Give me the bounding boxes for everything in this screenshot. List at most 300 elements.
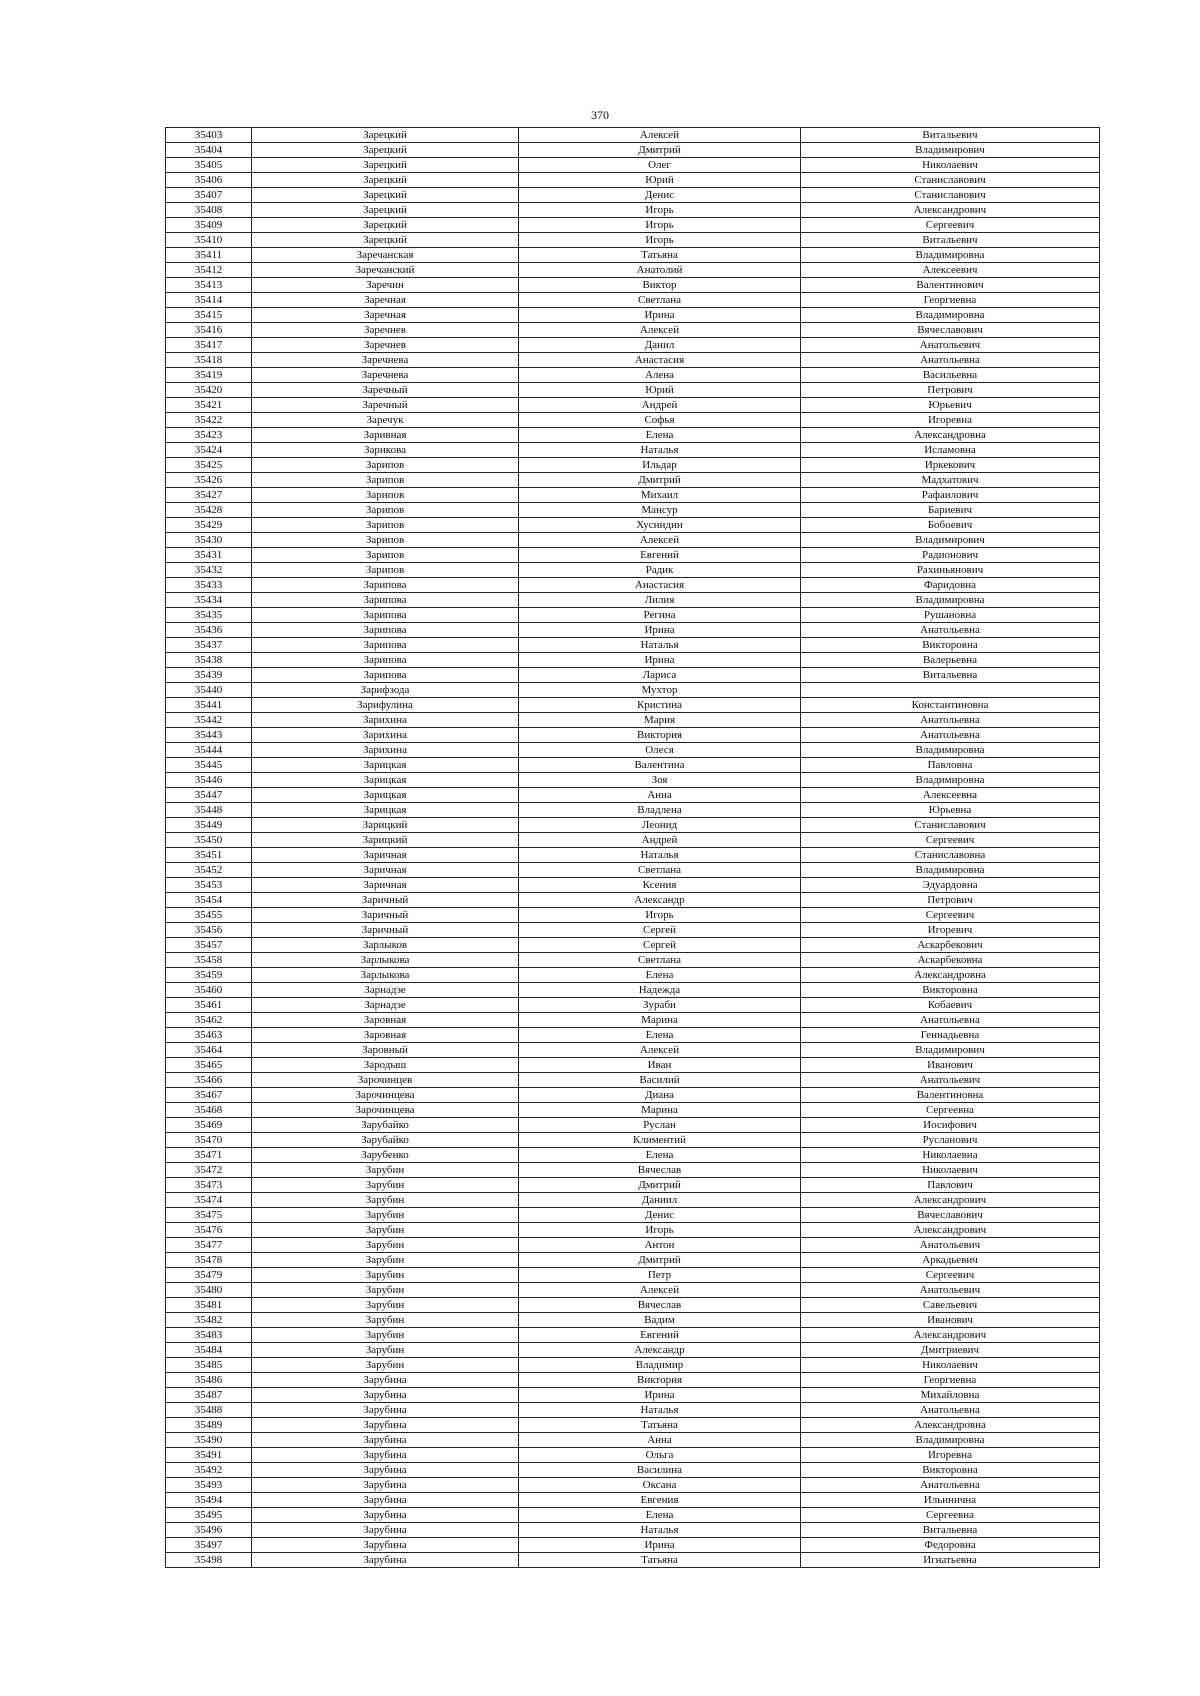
table-row bbox=[166, 728, 1100, 743]
first-name-cell: Елена bbox=[519, 1508, 801, 1523]
record-number-cell: 35443 bbox=[166, 728, 252, 743]
table-row bbox=[166, 683, 1100, 698]
patronymic-cell: Владимировна bbox=[801, 863, 1100, 878]
first-name-cell: Василина bbox=[519, 1463, 801, 1478]
last-name-cell: Зарубина bbox=[252, 1418, 519, 1433]
first-name-cell: Евгения bbox=[519, 1493, 801, 1508]
record-number-cell: 35414 bbox=[166, 293, 252, 308]
last-name-cell: Зарубина bbox=[252, 1508, 519, 1523]
table-row bbox=[166, 1553, 1100, 1568]
last-name-cell: Зарихина bbox=[252, 728, 519, 743]
first-name-cell: Сергей bbox=[519, 923, 801, 938]
last-name-cell: Зарубин bbox=[252, 1358, 519, 1373]
record-number-cell: 35482 bbox=[166, 1313, 252, 1328]
record-number-cell: 35475 bbox=[166, 1208, 252, 1223]
patronymic-cell: Витальевна bbox=[801, 668, 1100, 683]
first-name-cell: Александр bbox=[519, 1343, 801, 1358]
first-name-cell: Виктор bbox=[519, 278, 801, 293]
first-name-cell: Зураби bbox=[519, 998, 801, 1013]
record-number-cell: 35420 bbox=[166, 383, 252, 398]
patronymic-cell: Валентинович bbox=[801, 278, 1100, 293]
record-number-cell: 35462 bbox=[166, 1013, 252, 1028]
record-number-cell: 35413 bbox=[166, 278, 252, 293]
table-row bbox=[166, 653, 1100, 668]
patronymic-cell: Станиславович bbox=[801, 818, 1100, 833]
first-name-cell: Владлена bbox=[519, 803, 801, 818]
last-name-cell: Заричная bbox=[252, 863, 519, 878]
first-name-cell: Владимир bbox=[519, 1358, 801, 1373]
roster-table bbox=[165, 127, 1100, 1568]
first-name-cell: Ксения bbox=[519, 878, 801, 893]
table-row bbox=[166, 1208, 1100, 1223]
patronymic-cell: Витальевич bbox=[801, 128, 1100, 143]
patronymic-cell: Игоревич bbox=[801, 923, 1100, 938]
patronymic-cell: Николаевич bbox=[801, 1358, 1100, 1373]
table-row bbox=[166, 1403, 1100, 1418]
first-name-cell: Ирина bbox=[519, 653, 801, 668]
last-name-cell: Зарубина bbox=[252, 1523, 519, 1538]
first-name-cell: Наталья bbox=[519, 638, 801, 653]
last-name-cell: Зарубина bbox=[252, 1373, 519, 1388]
first-name-cell: Дмитрий bbox=[519, 143, 801, 158]
table-row bbox=[166, 1058, 1100, 1073]
table-row bbox=[166, 1508, 1100, 1523]
table-row bbox=[166, 1043, 1100, 1058]
record-number-cell: 35493 bbox=[166, 1478, 252, 1493]
table-row bbox=[166, 443, 1100, 458]
table-row bbox=[166, 1523, 1100, 1538]
record-number-cell: 35467 bbox=[166, 1088, 252, 1103]
table-row bbox=[166, 698, 1100, 713]
table-row bbox=[166, 233, 1100, 248]
record-number-cell: 35489 bbox=[166, 1418, 252, 1433]
patronymic-cell: Рафаилович bbox=[801, 488, 1100, 503]
table-row bbox=[166, 323, 1100, 338]
last-name-cell: Зарецкий bbox=[252, 143, 519, 158]
patronymic-cell: Игоревна bbox=[801, 413, 1100, 428]
record-number-cell: 35419 bbox=[166, 368, 252, 383]
first-name-cell: Юрий bbox=[519, 173, 801, 188]
patronymic-cell: Федоровна bbox=[801, 1538, 1100, 1553]
last-name-cell: Зарипов bbox=[252, 548, 519, 563]
record-number-cell: 35434 bbox=[166, 593, 252, 608]
patronymic-cell: Анатольевна bbox=[801, 353, 1100, 368]
last-name-cell: Зарипова bbox=[252, 623, 519, 638]
record-number-cell: 35412 bbox=[166, 263, 252, 278]
last-name-cell: Заричный bbox=[252, 923, 519, 938]
last-name-cell: Зарубина bbox=[252, 1463, 519, 1478]
first-name-cell: Юрий bbox=[519, 383, 801, 398]
patronymic-cell: Павлович bbox=[801, 1178, 1100, 1193]
patronymic-cell: Павловна bbox=[801, 758, 1100, 773]
first-name-cell: Алексей bbox=[519, 1283, 801, 1298]
patronymic-cell: Фаридовна bbox=[801, 578, 1100, 593]
first-name-cell: Леонид bbox=[519, 818, 801, 833]
patronymic-cell: Игнатьевна bbox=[801, 1553, 1100, 1568]
last-name-cell: Зарецкий bbox=[252, 233, 519, 248]
table-row bbox=[166, 1013, 1100, 1028]
last-name-cell: Зарицкая bbox=[252, 773, 519, 788]
patronymic-cell: Аркадьевич bbox=[801, 1253, 1100, 1268]
last-name-cell: Зарецкий bbox=[252, 158, 519, 173]
first-name-cell: Ирина bbox=[519, 1388, 801, 1403]
first-name-cell: Михаил bbox=[519, 488, 801, 503]
first-name-cell: Иван bbox=[519, 1058, 801, 1073]
record-number-cell: 35407 bbox=[166, 188, 252, 203]
record-number-cell: 35474 bbox=[166, 1193, 252, 1208]
patronymic-cell: Алексеевна bbox=[801, 788, 1100, 803]
table-row bbox=[166, 473, 1100, 488]
table-row bbox=[166, 773, 1100, 788]
record-number-cell: 35441 bbox=[166, 698, 252, 713]
first-name-cell: Андрей bbox=[519, 833, 801, 848]
first-name-cell: Лилия bbox=[519, 593, 801, 608]
patronymic-cell: Витальевна bbox=[801, 1523, 1100, 1538]
last-name-cell: Зарубина bbox=[252, 1478, 519, 1493]
patronymic-cell: Рахиньянович bbox=[801, 563, 1100, 578]
table-row bbox=[166, 863, 1100, 878]
patronymic-cell: Александрович bbox=[801, 203, 1100, 218]
first-name-cell: Радик bbox=[519, 563, 801, 578]
last-name-cell: Зарецкий bbox=[252, 128, 519, 143]
table-row bbox=[166, 158, 1100, 173]
first-name-cell: Игорь bbox=[519, 233, 801, 248]
last-name-cell: Зарипов bbox=[252, 563, 519, 578]
record-number-cell: 35472 bbox=[166, 1163, 252, 1178]
table-row bbox=[166, 428, 1100, 443]
record-number-cell: 35424 bbox=[166, 443, 252, 458]
first-name-cell: Светлана bbox=[519, 863, 801, 878]
table-row bbox=[166, 1103, 1100, 1118]
last-name-cell: Зарипова bbox=[252, 638, 519, 653]
table-row bbox=[166, 128, 1100, 143]
first-name-cell: Антон bbox=[519, 1238, 801, 1253]
last-name-cell: Зарифзода bbox=[252, 683, 519, 698]
first-name-cell: Сергей bbox=[519, 938, 801, 953]
record-number-cell: 35450 bbox=[166, 833, 252, 848]
table-row bbox=[166, 668, 1100, 683]
table-row bbox=[166, 1073, 1100, 1088]
last-name-cell: Зарикова bbox=[252, 443, 519, 458]
record-number-cell: 35432 bbox=[166, 563, 252, 578]
last-name-cell: Зарипова bbox=[252, 668, 519, 683]
last-name-cell: Зарипов bbox=[252, 488, 519, 503]
first-name-cell: Мария bbox=[519, 713, 801, 728]
first-name-cell: Евгений bbox=[519, 1328, 801, 1343]
first-name-cell: Мухтор bbox=[519, 683, 801, 698]
record-number-cell: 35478 bbox=[166, 1253, 252, 1268]
table-row bbox=[166, 383, 1100, 398]
table-row bbox=[166, 533, 1100, 548]
table-row bbox=[166, 1193, 1100, 1208]
patronymic-cell: Геннадьевна bbox=[801, 1028, 1100, 1043]
first-name-cell: Виктория bbox=[519, 728, 801, 743]
last-name-cell: Заричный bbox=[252, 893, 519, 908]
table-row bbox=[166, 818, 1100, 833]
last-name-cell: Зарубин bbox=[252, 1223, 519, 1238]
table-row bbox=[166, 713, 1100, 728]
table-row bbox=[166, 248, 1100, 263]
first-name-cell: Данил bbox=[519, 338, 801, 353]
patronymic-cell: Васильевна bbox=[801, 368, 1100, 383]
last-name-cell: Зарубина bbox=[252, 1433, 519, 1448]
record-number-cell: 35425 bbox=[166, 458, 252, 473]
table-row bbox=[166, 548, 1100, 563]
table-row bbox=[166, 593, 1100, 608]
record-number-cell: 35428 bbox=[166, 503, 252, 518]
last-name-cell: Зарубин bbox=[252, 1253, 519, 1268]
first-name-cell: Кристина bbox=[519, 698, 801, 713]
patronymic-cell: Николаевич bbox=[801, 1163, 1100, 1178]
patronymic-cell: Сергеевич bbox=[801, 1268, 1100, 1283]
patronymic-cell: Иосифович bbox=[801, 1118, 1100, 1133]
record-number-cell: 35418 bbox=[166, 353, 252, 368]
record-number-cell: 35405 bbox=[166, 158, 252, 173]
patronymic-cell: Анатольевна bbox=[801, 713, 1100, 728]
table-row bbox=[166, 623, 1100, 638]
record-number-cell: 35442 bbox=[166, 713, 252, 728]
last-name-cell: Зарицкий bbox=[252, 833, 519, 848]
patronymic-cell: Иванович bbox=[801, 1313, 1100, 1328]
record-number-cell: 35406 bbox=[166, 173, 252, 188]
first-name-cell: Ильдар bbox=[519, 458, 801, 473]
patronymic-cell: Анатольевна bbox=[801, 728, 1100, 743]
last-name-cell: Зарубин bbox=[252, 1328, 519, 1343]
first-name-cell: Андрей bbox=[519, 398, 801, 413]
last-name-cell: Зарубина bbox=[252, 1388, 519, 1403]
record-number-cell: 35476 bbox=[166, 1223, 252, 1238]
first-name-cell: Татьяна bbox=[519, 1553, 801, 1568]
last-name-cell: Заричная bbox=[252, 878, 519, 893]
table-row bbox=[166, 368, 1100, 383]
record-number-cell: 35496 bbox=[166, 1523, 252, 1538]
record-number-cell: 35416 bbox=[166, 323, 252, 338]
table-row bbox=[166, 938, 1100, 953]
record-number-cell: 35440 bbox=[166, 683, 252, 698]
last-name-cell: Зарубин bbox=[252, 1268, 519, 1283]
first-name-cell: Вячеслав bbox=[519, 1298, 801, 1313]
patronymic-cell: Эдуардовна bbox=[801, 878, 1100, 893]
record-number-cell: 35473 bbox=[166, 1178, 252, 1193]
first-name-cell: Алексей bbox=[519, 323, 801, 338]
patronymic-cell: Владимировна bbox=[801, 743, 1100, 758]
patronymic-cell: Александрович bbox=[801, 1223, 1100, 1238]
first-name-cell: Климентий bbox=[519, 1133, 801, 1148]
first-name-cell: Вячеслав bbox=[519, 1163, 801, 1178]
patronymic-cell: Николаевна bbox=[801, 1148, 1100, 1163]
record-number-cell: 35465 bbox=[166, 1058, 252, 1073]
first-name-cell: Вадим bbox=[519, 1313, 801, 1328]
first-name-cell: Анастасия bbox=[519, 353, 801, 368]
patronymic-cell: Иркекович bbox=[801, 458, 1100, 473]
table-row bbox=[166, 1163, 1100, 1178]
table-row bbox=[166, 488, 1100, 503]
record-number-cell: 35417 bbox=[166, 338, 252, 353]
table-row bbox=[166, 1133, 1100, 1148]
first-name-cell: Анна bbox=[519, 1433, 801, 1448]
record-number-cell: 35454 bbox=[166, 893, 252, 908]
table-row bbox=[166, 188, 1100, 203]
table-row bbox=[166, 563, 1100, 578]
last-name-cell: Зарубин bbox=[252, 1313, 519, 1328]
patronymic-cell: Анатольевна bbox=[801, 623, 1100, 638]
last-name-cell: Зарубин bbox=[252, 1343, 519, 1358]
patronymic-cell: Владимировна bbox=[801, 248, 1100, 263]
first-name-cell: Алексей bbox=[519, 1043, 801, 1058]
first-name-cell: Оксана bbox=[519, 1478, 801, 1493]
first-name-cell: Ирина bbox=[519, 623, 801, 638]
patronymic-cell: Станиславович bbox=[801, 188, 1100, 203]
table-row bbox=[166, 1328, 1100, 1343]
patronymic-cell: Исламовна bbox=[801, 443, 1100, 458]
patronymic-cell: Русланович bbox=[801, 1133, 1100, 1148]
table-row bbox=[166, 953, 1100, 968]
last-name-cell: Зарецкий bbox=[252, 218, 519, 233]
record-number-cell: 35479 bbox=[166, 1268, 252, 1283]
patronymic-cell: Юрьевич bbox=[801, 398, 1100, 413]
last-name-cell: Зарипов bbox=[252, 533, 519, 548]
table-row bbox=[166, 1268, 1100, 1283]
patronymic-cell: Вячеславович bbox=[801, 1208, 1100, 1223]
table-row bbox=[166, 1373, 1100, 1388]
record-number-cell: 35471 bbox=[166, 1148, 252, 1163]
table-row bbox=[166, 908, 1100, 923]
last-name-cell: Зарубина bbox=[252, 1403, 519, 1418]
table-row bbox=[166, 1253, 1100, 1268]
patronymic-cell: Анатольевич bbox=[801, 1238, 1100, 1253]
record-number-cell: 35439 bbox=[166, 668, 252, 683]
first-name-cell: Валентина bbox=[519, 758, 801, 773]
patronymic-cell: Анатольевич bbox=[801, 338, 1100, 353]
table-row bbox=[166, 518, 1100, 533]
record-number-cell: 35426 bbox=[166, 473, 252, 488]
record-number-cell: 35486 bbox=[166, 1373, 252, 1388]
patronymic-cell: Анатольевна bbox=[801, 1403, 1100, 1418]
last-name-cell: Заровный bbox=[252, 1043, 519, 1058]
first-name-cell: Анастасия bbox=[519, 578, 801, 593]
last-name-cell: Зарнадзе bbox=[252, 983, 519, 998]
table-row bbox=[166, 278, 1100, 293]
last-name-cell: Зарипова bbox=[252, 608, 519, 623]
last-name-cell: Зарнадзе bbox=[252, 998, 519, 1013]
patronymic-cell: Анатольевич bbox=[801, 1283, 1100, 1298]
record-number-cell: 35447 bbox=[166, 788, 252, 803]
table-row bbox=[166, 1478, 1100, 1493]
last-name-cell: Зарочинцев bbox=[252, 1073, 519, 1088]
last-name-cell: Зарипов bbox=[252, 458, 519, 473]
table-row bbox=[166, 833, 1100, 848]
last-name-cell: Заречнев bbox=[252, 338, 519, 353]
first-name-cell: Денис bbox=[519, 1208, 801, 1223]
first-name-cell: Светлана bbox=[519, 293, 801, 308]
first-name-cell: Олеся bbox=[519, 743, 801, 758]
table-row bbox=[166, 983, 1100, 998]
patronymic-cell: Станиславович bbox=[801, 173, 1100, 188]
first-name-cell: Евгений bbox=[519, 548, 801, 563]
first-name-cell: Дмитрий bbox=[519, 1253, 801, 1268]
first-name-cell: Наталья bbox=[519, 848, 801, 863]
patronymic-cell: Валерьевна bbox=[801, 653, 1100, 668]
patronymic-cell: Мадхатович bbox=[801, 473, 1100, 488]
record-number-cell: 35464 bbox=[166, 1043, 252, 1058]
first-name-cell: Денис bbox=[519, 188, 801, 203]
table-row bbox=[166, 998, 1100, 1013]
record-number-cell: 35477 bbox=[166, 1238, 252, 1253]
table-row bbox=[166, 1448, 1100, 1463]
last-name-cell: Заровная bbox=[252, 1028, 519, 1043]
first-name-cell: Лариса bbox=[519, 668, 801, 683]
record-number-cell: 35438 bbox=[166, 653, 252, 668]
last-name-cell: Заричная bbox=[252, 848, 519, 863]
last-name-cell: Зарипов bbox=[252, 503, 519, 518]
last-name-cell: Заречнева bbox=[252, 368, 519, 383]
patronymic-cell: Кобаевич bbox=[801, 998, 1100, 1013]
first-name-cell: Анна bbox=[519, 788, 801, 803]
record-number-cell: 35436 bbox=[166, 623, 252, 638]
first-name-cell: Хуснидин bbox=[519, 518, 801, 533]
last-name-cell: Зарицкий bbox=[252, 818, 519, 833]
record-number-cell: 35461 bbox=[166, 998, 252, 1013]
last-name-cell: Зарипова bbox=[252, 653, 519, 668]
table-row bbox=[166, 1298, 1100, 1313]
record-number-cell: 35430 bbox=[166, 533, 252, 548]
record-number-cell: 35498 bbox=[166, 1553, 252, 1568]
first-name-cell: Елена bbox=[519, 1028, 801, 1043]
first-name-cell: Даниил bbox=[519, 1193, 801, 1208]
table-row bbox=[166, 458, 1100, 473]
record-number-cell: 35457 bbox=[166, 938, 252, 953]
last-name-cell: Зарубин bbox=[252, 1238, 519, 1253]
record-number-cell: 35490 bbox=[166, 1433, 252, 1448]
last-name-cell: Зарецкий bbox=[252, 188, 519, 203]
patronymic-cell: Александровна bbox=[801, 968, 1100, 983]
table-row bbox=[166, 398, 1100, 413]
first-name-cell: Ирина bbox=[519, 308, 801, 323]
first-name-cell: Наталья bbox=[519, 443, 801, 458]
last-name-cell: Заречанская bbox=[252, 248, 519, 263]
record-number-cell: 35468 bbox=[166, 1103, 252, 1118]
record-number-cell: 35411 bbox=[166, 248, 252, 263]
last-name-cell: Заречук bbox=[252, 413, 519, 428]
first-name-cell: Светлана bbox=[519, 953, 801, 968]
record-number-cell: 35452 bbox=[166, 863, 252, 878]
first-name-cell: Софья bbox=[519, 413, 801, 428]
record-number-cell: 35427 bbox=[166, 488, 252, 503]
last-name-cell: Зарлыкова bbox=[252, 953, 519, 968]
last-name-cell: Зарипов bbox=[252, 518, 519, 533]
first-name-cell: Дмитрий bbox=[519, 1178, 801, 1193]
record-number-cell: 35491 bbox=[166, 1448, 252, 1463]
last-name-cell: Зарочинцева bbox=[252, 1088, 519, 1103]
table-row bbox=[166, 1118, 1100, 1133]
table-row bbox=[166, 173, 1100, 188]
last-name-cell: Зарифулина bbox=[252, 698, 519, 713]
record-number-cell: 35451 bbox=[166, 848, 252, 863]
table-row bbox=[166, 1418, 1100, 1433]
record-number-cell: 35455 bbox=[166, 908, 252, 923]
record-number-cell: 35404 bbox=[166, 143, 252, 158]
table-row bbox=[166, 638, 1100, 653]
patronymic-cell: Владимирович bbox=[801, 143, 1100, 158]
last-name-cell: Зародыш bbox=[252, 1058, 519, 1073]
record-number-cell: 35497 bbox=[166, 1538, 252, 1553]
record-number-cell: 35487 bbox=[166, 1388, 252, 1403]
table-row bbox=[166, 413, 1100, 428]
record-number-cell: 35494 bbox=[166, 1493, 252, 1508]
last-name-cell: Зарубенко bbox=[252, 1148, 519, 1163]
table-row bbox=[166, 503, 1100, 518]
first-name-cell: Ольга bbox=[519, 1448, 801, 1463]
